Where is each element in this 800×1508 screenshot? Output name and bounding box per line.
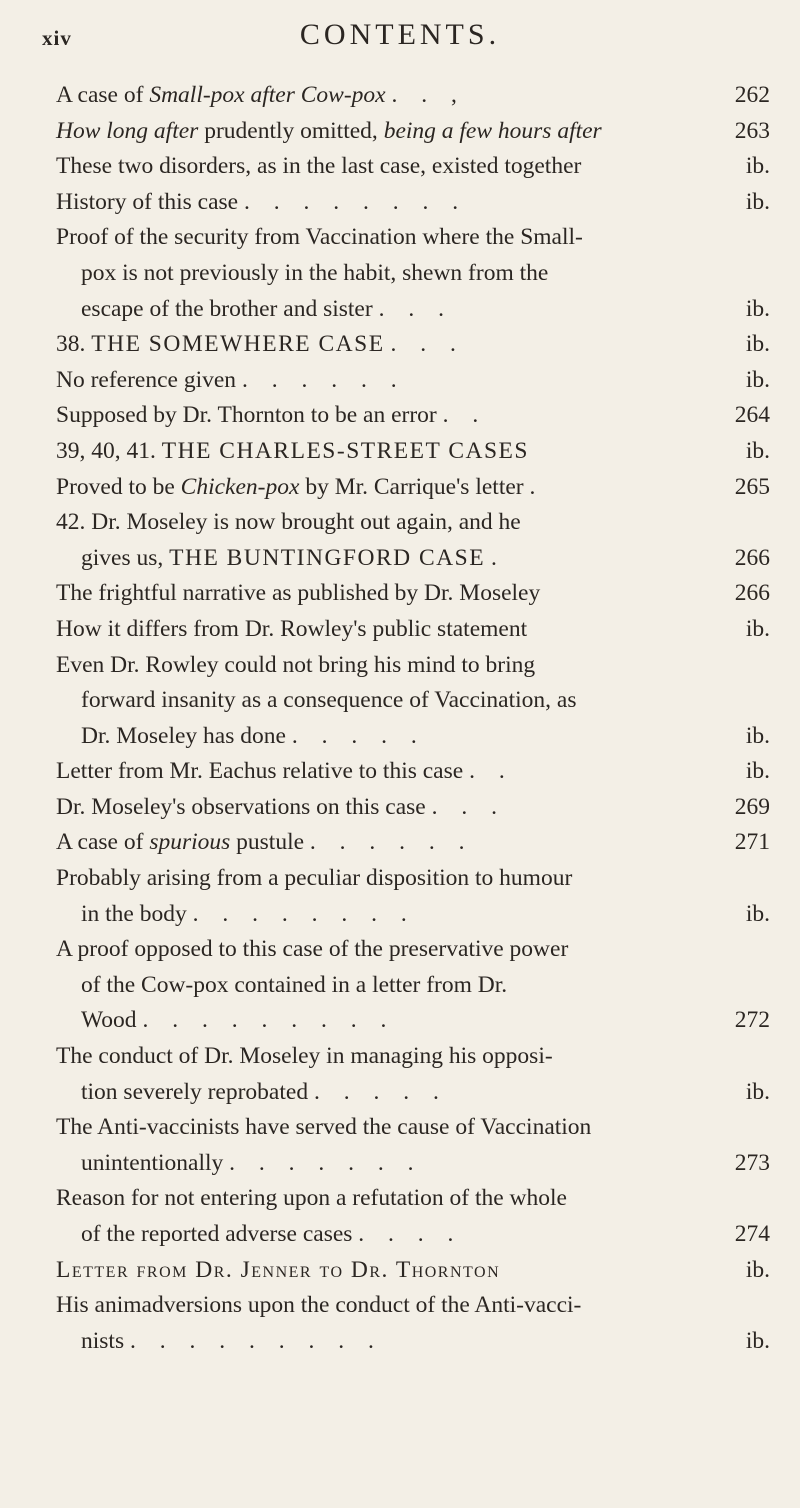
- contents-entry: [56, 363, 772, 399]
- entry-text: [56, 1075, 706, 1111]
- page-number: ib.: [745, 331, 770, 358]
- entry-text-run: THE CHARLES-STREET CASES: [161, 437, 529, 464]
- page-number: 265: [734, 473, 770, 500]
- entry-text-run: unintentionally: [81, 1149, 224, 1176]
- entry-text: [56, 1324, 706, 1360]
- contents-entry: [56, 256, 772, 292]
- entry-text-run: Proof of the security from Vaccination where the Small-: [56, 224, 583, 251]
- contents-entry: [56, 861, 772, 897]
- entry-text-run: THE BUNTINGFORD CASE: [169, 544, 486, 571]
- page-number: ib.: [745, 188, 770, 215]
- entry-text-run: Reason for not entering upon a refutation of the whole: [56, 1185, 567, 1212]
- entry-text-run: gives us,: [81, 544, 170, 571]
- entry-text-run: Small-pox after Cow-pox: [149, 82, 386, 108]
- contents-entry: [56, 1146, 772, 1182]
- contents-entry: [56, 185, 772, 221]
- entry-text: [56, 505, 706, 541]
- entry-text: [56, 434, 706, 470]
- dot-leader: . . . . . . .: [229, 1149, 423, 1176]
- entry-text: [56, 470, 706, 506]
- entry-text-run: No reference given: [56, 366, 237, 393]
- entry-text: [56, 149, 706, 185]
- dot-leader: . . . . .: [291, 722, 426, 749]
- entry-text: [56, 612, 706, 648]
- entry-text-run: THE SOMEWHERE CASE: [91, 331, 385, 358]
- entry-text: [56, 932, 706, 968]
- dot-leader: . . . . . . . . .: [142, 1007, 396, 1034]
- entry-text: [56, 1253, 706, 1289]
- page-header: [0, 18, 800, 58]
- entry-text-run: 38.: [56, 331, 92, 358]
- entry-text: [56, 541, 706, 577]
- entry-text: [56, 1146, 706, 1182]
- entry-text-run: History of this case: [56, 188, 239, 215]
- entry-text: [56, 790, 706, 826]
- entry-text-run: The Anti-vaccinists have served the cause of Vaccination: [56, 1114, 592, 1141]
- page-number: ib.: [745, 722, 770, 749]
- entry-text: [56, 1217, 706, 1253]
- entry-text-run: Wood: [81, 1007, 137, 1034]
- entry-text-run: His animadversions upon the conduct of the Anti-vacci-: [56, 1292, 582, 1319]
- entry-text: [56, 1039, 706, 1075]
- entry-text: [56, 78, 706, 114]
- entry-text: [56, 648, 706, 684]
- page-number: ib.: [745, 366, 770, 393]
- entry-text-run: Proved to be: [56, 473, 181, 500]
- entry-text: [56, 327, 706, 363]
- page-number: ib.: [745, 1327, 770, 1354]
- contents-entry: [56, 1253, 772, 1289]
- page-number: 272: [734, 1007, 770, 1034]
- contents-entry: [56, 683, 772, 719]
- entry-text-run: A case of: [56, 82, 150, 108]
- contents-entry: [56, 1324, 772, 1360]
- contents-entry: [56, 292, 772, 328]
- entry-text: [56, 897, 706, 933]
- contents-entry: [56, 1181, 772, 1217]
- contents-entry: [56, 1003, 772, 1039]
- dot-leader: . . . .: [358, 1221, 463, 1247]
- contents-entry: [56, 648, 772, 684]
- entry-text: [56, 576, 706, 612]
- contents-entry: [56, 719, 772, 755]
- entry-text-run: of the Cow-pox contained in a letter from Dr.: [81, 971, 508, 998]
- dot-leader: . . .: [390, 331, 465, 358]
- dot-leader: .: [490, 544, 506, 571]
- entry-text-run: nists: [81, 1327, 125, 1354]
- entry-text: [56, 114, 706, 150]
- entry-text-run: Chicken-pox: [180, 473, 300, 500]
- page-number: 273: [734, 1149, 770, 1176]
- entry-text-run: pox is not previously in the habit, shewn from the: [81, 259, 549, 286]
- entry-text-run: in the body: [81, 900, 187, 927]
- contents-entry: [56, 576, 772, 612]
- entry-text-run: 39, 40, 41.: [56, 437, 162, 464]
- entry-text-run: Dr. Moseley's observations on this case: [56, 793, 426, 820]
- contents-entry: [56, 897, 772, 933]
- entry-text: [56, 825, 706, 861]
- dot-leader: . .: [442, 402, 488, 429]
- page-number: ib.: [745, 437, 770, 464]
- page-number: 271: [734, 829, 770, 856]
- contents-entry: [56, 398, 772, 434]
- dot-leader: . . . . .: [313, 1078, 448, 1105]
- dot-leader: . . . . . .: [241, 366, 406, 393]
- entry-text-run: Letter from Mr. Eachus relative to this case: [56, 758, 464, 785]
- entry-text: [56, 1110, 706, 1146]
- entry-text: [56, 220, 706, 256]
- page-number: ib.: [745, 295, 770, 322]
- entry-text-run: 42. Dr. Moseley is now brought out again, and he: [56, 509, 521, 536]
- contents-entry: [56, 149, 772, 185]
- contents-entry: [56, 327, 772, 363]
- entry-text: [56, 292, 706, 328]
- entry-text: [56, 1003, 706, 1039]
- entry-text-run: of the reported adverse cases: [81, 1221, 353, 1247]
- dot-leader: . . .: [378, 295, 453, 322]
- page-number: 266: [734, 544, 770, 571]
- dot-leader: . .: [469, 758, 514, 785]
- entry-text-run: A proof opposed to this case of the preservative power: [56, 936, 569, 963]
- entry-text-run: escape of the brother and sister: [81, 295, 373, 322]
- entry-text-run: The frightful narrative as published by Dr. Moseley: [56, 580, 541, 607]
- entry-text-run: prudently omitted,: [198, 117, 384, 144]
- page-folio: xiv: [42, 26, 72, 50]
- page-number: 263: [734, 117, 770, 144]
- page-number: ib.: [745, 153, 770, 180]
- entry-text: [56, 185, 706, 221]
- page-number: 269: [734, 793, 770, 820]
- entry-text-run: The conduct of Dr. Moseley in managing his opposi-: [56, 1043, 553, 1070]
- contents-entry: [56, 470, 772, 506]
- contents-entry: [56, 1217, 772, 1253]
- entry-text-run: These two disorders, as in the last case, existed together: [56, 153, 582, 180]
- entry-text: [56, 719, 706, 755]
- contents-entry: [56, 220, 772, 256]
- entry-text-run: by Mr. Carrique's letter: [299, 473, 524, 500]
- entry-text-run: Probably arising from a peculiar disposition to humour: [56, 865, 573, 892]
- contents-entry: [56, 968, 772, 1004]
- entry-text: [56, 256, 706, 292]
- entry-text-run: spurious: [149, 829, 231, 856]
- entry-text-run: Even Dr. Rowley could not bring his mind to bring: [56, 651, 536, 678]
- entry-text: [56, 683, 706, 719]
- entry-text: [56, 754, 706, 790]
- page-number: ib.: [745, 758, 770, 785]
- entry-text: [56, 968, 706, 1004]
- entry-text: [56, 1288, 706, 1324]
- entry-text-run: A case of: [56, 829, 150, 856]
- dot-leader: . . . . . .: [309, 829, 474, 856]
- contents-entry: [56, 78, 772, 114]
- contents-entry: [56, 541, 772, 577]
- contents-entry: [56, 1039, 772, 1075]
- entry-text: [56, 398, 706, 434]
- entry-text-run: tion severely reprobated: [81, 1078, 309, 1105]
- entry-text-run: Supposed by Dr. Thornton to be an error: [56, 402, 437, 429]
- page-number: ib.: [745, 1256, 770, 1283]
- contents-entry: [56, 505, 772, 541]
- contents-entry: [56, 434, 772, 470]
- entry-text-run: How long after: [56, 117, 199, 144]
- page-number: 262: [734, 82, 770, 108]
- page-number: ib.: [745, 1078, 770, 1105]
- contents-entry: [56, 1075, 772, 1111]
- dot-leader: . . . . . . . . .: [129, 1327, 383, 1354]
- dot-leader: . . ,: [391, 82, 466, 108]
- page-number: 266: [734, 580, 770, 607]
- dot-leader: .: [529, 473, 545, 500]
- page-number: ib.: [745, 900, 770, 927]
- contents-entry: [56, 1288, 772, 1324]
- entry-text-run: Letter from Dr. Jenner to Dr. Thornton: [56, 1256, 501, 1283]
- entry-text: [56, 363, 706, 399]
- page-number: 274: [734, 1221, 770, 1247]
- dot-leader: . . . . . . . .: [243, 188, 468, 215]
- page-number: 264: [734, 402, 770, 429]
- entry-text-run: How it differs from Dr. Rowley's public statement: [56, 615, 528, 642]
- contents-entry: [56, 754, 772, 790]
- entry-text: [56, 861, 706, 897]
- contents-entry: [56, 825, 772, 861]
- contents-entry: [56, 1110, 772, 1146]
- page-number: ib.: [745, 615, 770, 642]
- contents-entry: [56, 114, 772, 150]
- contents-list: [56, 78, 772, 1359]
- entry-text-run: Dr. Moseley has done: [81, 722, 286, 749]
- contents-entry: [56, 790, 772, 826]
- dot-leader: . . .: [431, 793, 506, 820]
- entry-text-run: pustule: [230, 829, 305, 856]
- running-title: CONTENTS.: [299, 18, 501, 51]
- contents-entry: [56, 612, 772, 648]
- dot-leader: . . . . . . . .: [192, 900, 416, 927]
- contents-entry: [56, 932, 772, 968]
- entry-text-run: forward insanity as a consequence of Vaccination, as: [81, 687, 577, 714]
- entry-text-run: being a few hours after: [383, 117, 602, 144]
- entry-text: [56, 1181, 706, 1217]
